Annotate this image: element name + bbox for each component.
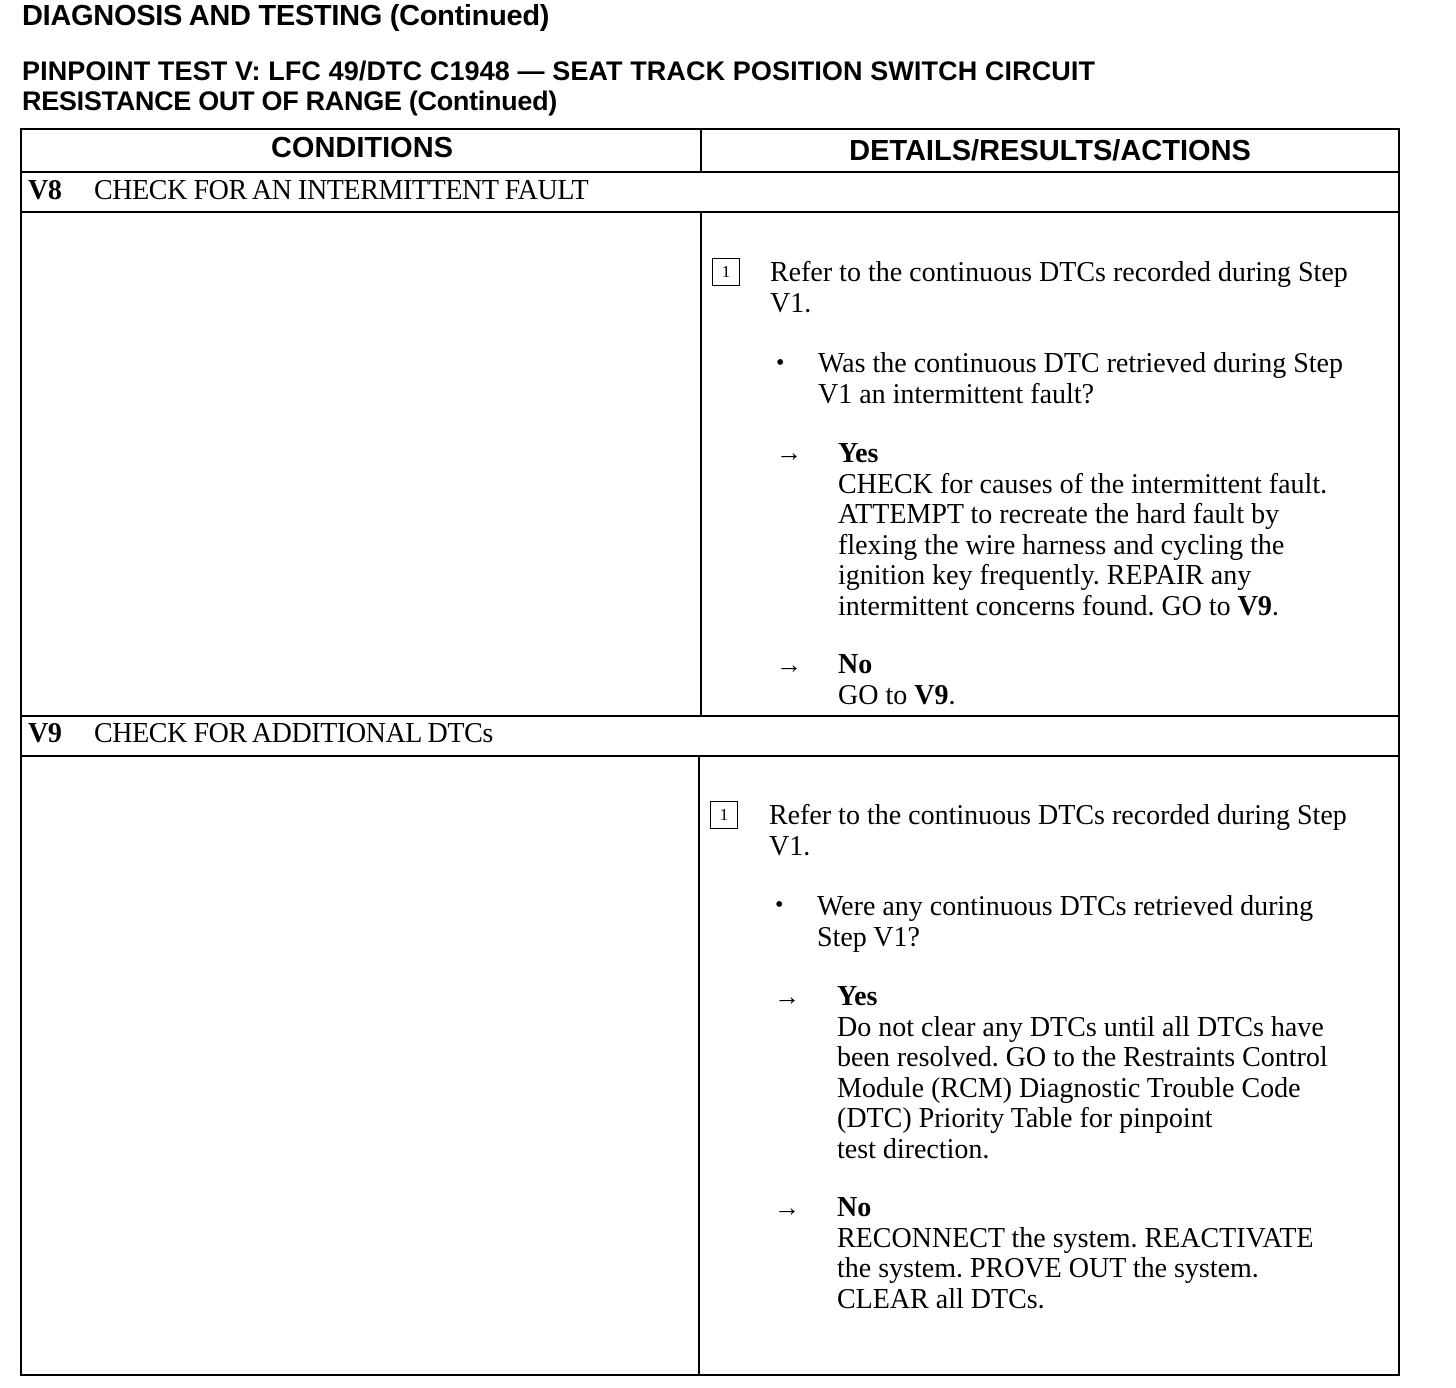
step-v8-yes-goto-ref: V9 [1237, 590, 1272, 622]
step-v8-yes-line-5-end: . [1271, 590, 1279, 622]
step-v9-instruction [769, 801, 1347, 862]
step-v8-yes-line-1: CHECK for causes of the intermittent fault. [838, 468, 1328, 500]
v9-title-divider-bottom [22, 755, 1398, 757]
step-v9-title-text: CHECK FOR ADDITIONAL DTCs [94, 718, 493, 749]
step-v8-no-result [838, 650, 955, 711]
step-v9-yes-line-5: test direction. [837, 1133, 990, 1165]
pinpoint-test-title-line-2: RESISTANCE OUT OF RANGE (Continued) [22, 86, 557, 116]
step-v9-instruction-line-1: Refer to the continuous DTCs recorded during Step [769, 800, 1347, 831]
step-v8-yes-line-3: flexing the wire harness and cycling the [838, 529, 1285, 561]
step-v9-yes-line-1: Do not clear any DTCs until all DTCs have [837, 1011, 1324, 1043]
step-v8-instruction [770, 258, 1348, 319]
v8-title-divider [22, 211, 1398, 213]
header-divider [22, 171, 1398, 173]
step-v8-no-label: No [838, 649, 873, 680]
step-v9-number-box: 1 [710, 801, 738, 829]
column-header-details: DETAILS/RESULTS/ACTIONS [849, 135, 1251, 167]
step-v8-question [818, 349, 1343, 410]
step-v8-yes-line-5-text: intermittent concerns found. GO to [838, 590, 1238, 622]
step-v9-bullet: • [775, 892, 784, 918]
step-v9-yes-line-4: (DTC) Priority Table for pinpoint [837, 1103, 1213, 1134]
v9-column-divider [698, 755, 700, 1375]
header-column-divider [700, 130, 702, 173]
column-header-conditions: CONDITIONS [270, 132, 454, 164]
step-v9-yes-line-3: Module (RCM) Diagnostic Trouble Code [837, 1072, 1301, 1104]
pinpoint-test-title-line-1: PINPOINT TEST V: LFC 49/DTC C1948 — SEAT TRACK POSITION SWITCH CIRCUIT [22, 56, 1096, 86]
step-v9-no-line-3: CLEAR all DTCs. [837, 1283, 1045, 1315]
v9-title-divider-top [22, 715, 1398, 717]
step-v8-title [28, 175, 588, 207]
step-v9-question-line-2: Step V1? [817, 921, 920, 953]
step-v9-question [817, 892, 1313, 953]
step-v8-instruction-line-2: V1. [770, 287, 812, 319]
step-v8-question-line-2: V1 an intermittent fault? [818, 378, 1095, 410]
step-v8-no-goto-ref: V9 [914, 679, 949, 711]
step-v9-no-result [837, 1193, 1314, 1315]
step-v8-no-line [838, 681, 955, 712]
step-v9-no-line-2: the system. PROVE OUT the system. [837, 1253, 1259, 1284]
step-v9-id: V9 [28, 718, 62, 749]
step-v8-yes-line-4: ignition key frequently. REPAIR any [838, 560, 1252, 591]
step-v9-no-label: No [837, 1192, 872, 1223]
step-v8-number-box: 1 [712, 258, 740, 286]
step-v9-question-line-1: Were any continuous DTCs retrieved during [817, 891, 1314, 922]
step-v8-bullet: • [776, 350, 785, 376]
step-v8-yes-label: Yes [838, 438, 879, 469]
step-v9-yes-label: Yes [837, 981, 878, 1012]
step-v8-id: V8 [28, 175, 62, 206]
step-v9-no-arrow-icon: → [774, 1193, 800, 1222]
step-v8-yes-line-2: ATTEMPT to recreate the hard fault by [838, 499, 1280, 530]
pinpoint-test-table [20, 128, 1400, 1376]
step-v8-instruction-line-1: Refer to the continuous DTCs recorded during Step [770, 257, 1348, 288]
step-v8-yes-result [838, 439, 1327, 622]
step-v9-no-line-1: RECONNECT the system. REACTIVATE [837, 1222, 1314, 1254]
step-v8-no-text-end: . [948, 679, 956, 711]
step-v8-title-text: CHECK FOR AN INTERMITTENT FAULT [94, 175, 589, 206]
step-v8-yes-line-5 [838, 592, 1327, 623]
step-v9-instruction-line-2: V1. [769, 830, 811, 862]
step-v8-no-arrow-icon: → [776, 650, 802, 679]
step-v8-question-line-1: Was the continuous DTC retrieved during Step [818, 348, 1343, 379]
page-title: DIAGNOSIS AND TESTING (Continued) [22, 0, 550, 32]
step-v8-yes-arrow-icon: → [776, 438, 802, 467]
step-v8-no-text: GO to [838, 679, 915, 711]
step-v9-yes-result [837, 982, 1328, 1165]
step-v9-yes-arrow-icon: → [774, 982, 800, 1011]
step-v9-title [28, 718, 493, 750]
v8-column-divider [700, 211, 702, 717]
step-v9-yes-line-2: been resolved. GO to the Restraints Control [837, 1042, 1328, 1073]
